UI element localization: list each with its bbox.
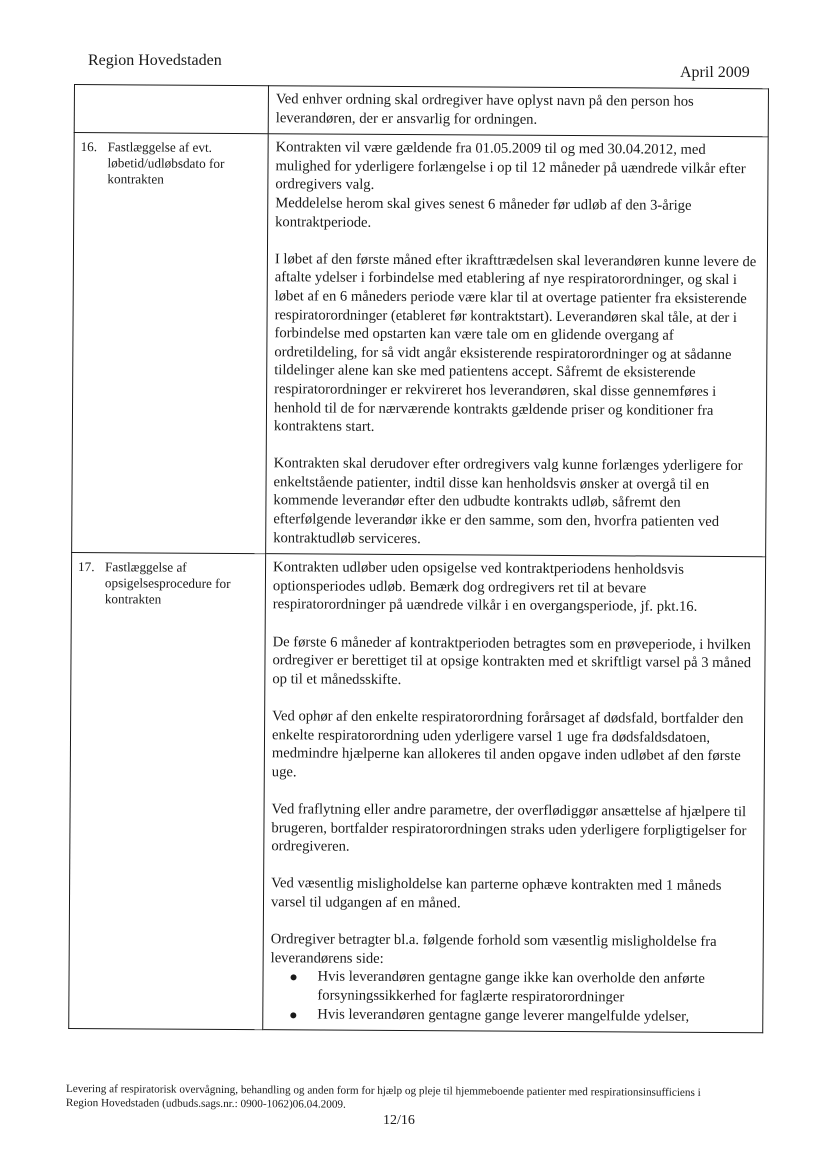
row-label: Fastlæggelse af opsigelsesprocedure for kontrakten (104, 559, 231, 607)
paragraph: Ved enhver ordning skal ordregiver have oplyst navn på den person hos leverandøren, der er ansvarlig for ordningen. (275, 91, 694, 128)
list-item-text: Hvis leverandøren gentagne gange ikke kan overholde den anførte forsyningssikkerhed for faglærte respiratorordninger (317, 968, 705, 1006)
paragraph: Kontrakten vil være gældende fra 01.05.2009 til og med 30.04.2012, med mulighed for yderligere forlængelse i op til 12 måneder på uændrede vilkår efter ordregivers valg. (275, 139, 746, 194)
table-row-16 (72, 133, 769, 557)
contract-terms-table (68, 84, 769, 1033)
paragraph: Ved ophør af den enkelte respiratorordning forårsaget af dødsfald, bortfalder den enkelte respiratorordning uden yderligere varsel 1 uge fra dødsfaldsdatoen, medmindre hjælperne kan allokeres til anden opgave inden udløbet af den første uge. (271, 708, 744, 781)
paragraph: Ved fraflytning eller andre parametre, der overflødiggør ansættelse af hjælpere til brugeren, bortfalder respiratorordningen straks uden yderligere forpligtigelser for ordregiveren. (271, 801, 747, 855)
row-number: 16. (80, 139, 98, 155)
row-number: 17. (78, 559, 95, 575)
row-label: Fastlæggelse af evt. løbetid/udløbsdato for kontrakten (107, 139, 225, 187)
list-item (290, 968, 756, 1008)
row-label (108, 91, 258, 92)
row-label-cell (74, 85, 268, 134)
list-item (290, 1005, 756, 1026)
row-content-cell (263, 554, 766, 1033)
header-region: Region Hovedstaden (88, 52, 222, 69)
paragraph: I løbet af den første måned efter ikrafttrædelsen skal leverandøren kunne levere de aftalte ydelser i forbindelse med etablering af nye respiratorordninger, og skal i løbet af en 6 måneders periode være klar til at overtage patienter fra eksisterende respiratorordninger (etableret før kontraktstart). Leverandøren skal tåle, at der i forbindelse med opstarten kan være tale om en glidende overgang af ordretildeling, for så vidt angår eksisterende respiratorordninger og at sådanne tildelinger alene kan ske med patientens accept. Såfremt de eksisterende respiratorordninger er rekvireret hos leverandøren, skal disse gennemføres i henhold til de for nærværende kontrakts gældende priser og konditioner fra kontraktens start. (273, 250, 757, 435)
paragraph: Ordregiver betragter bl.a. følgende forhold som væsentlig misligholdelse fra leverandørens side: (270, 931, 717, 967)
header-date: April 2009 (680, 64, 750, 81)
paragraph: De første 6 måneder af kontraktperioden betragtes som en prøveperiode, i hvilken ordregiver er berettiget til at opsige kontrakten med et skriftligt varsel på 3 måned op til et månedsskifte. (272, 633, 752, 688)
table-row-17 (69, 553, 766, 1033)
footer-text: Levering af respiratorisk overvågning, behandling og anden form for hjælp og pleje til hjemmeboende patienter med respirationsinsufficiens i Region Hovedstaden (udbuds.sags.nr.: 0900-1062)06.04.2009. (65, 1083, 701, 1111)
paragraph: Ved væsentlig misligholdelse kan parterne ophæve kontrakten med 1 måneds varsel til udgangen af en måned. (270, 875, 722, 912)
row-label-cell (72, 133, 269, 554)
page-number: 12/16 (383, 1113, 415, 1128)
list-item-text: Hvis leverandøren gentagne gange leverer mangelfulde ydelser, (317, 1006, 690, 1025)
paragraph: Kontrakten udløber uden opsigelse ved kontraktperiodens henholdsvis optionsperiodes udløb. Bemærk dog ordregivers ret til at bevare respiratorordninger på uændrede vilkår i en overgangsperiode, jf. pkt.16. (272, 559, 698, 616)
row-content-cell (266, 134, 769, 557)
paragraph: Meddelelse herom skal gives senest 6 måneder før udløb af den 3-årige kontraktperiode. (275, 195, 692, 231)
bullet-list (270, 968, 756, 1027)
bullet-icon (291, 975, 297, 981)
bullet-icon (290, 1012, 296, 1018)
paragraph: Kontrakten skal derudover efter ordregivers valg kunne forlænges yderligere for enkeltstående patienter, indtil disse kan henholdsvis ønsker at overgå til en kommende leverandør efter den udbudte kontrakts udløb, såfremt den efterfølgende leverandør ikke er den samme, som den, hvorfra patienten ved kontraktudløb serviceres. (273, 455, 743, 547)
row-label-cell (69, 553, 266, 1030)
table-row-responsible-person (74, 85, 768, 137)
row-content-cell (268, 86, 768, 137)
